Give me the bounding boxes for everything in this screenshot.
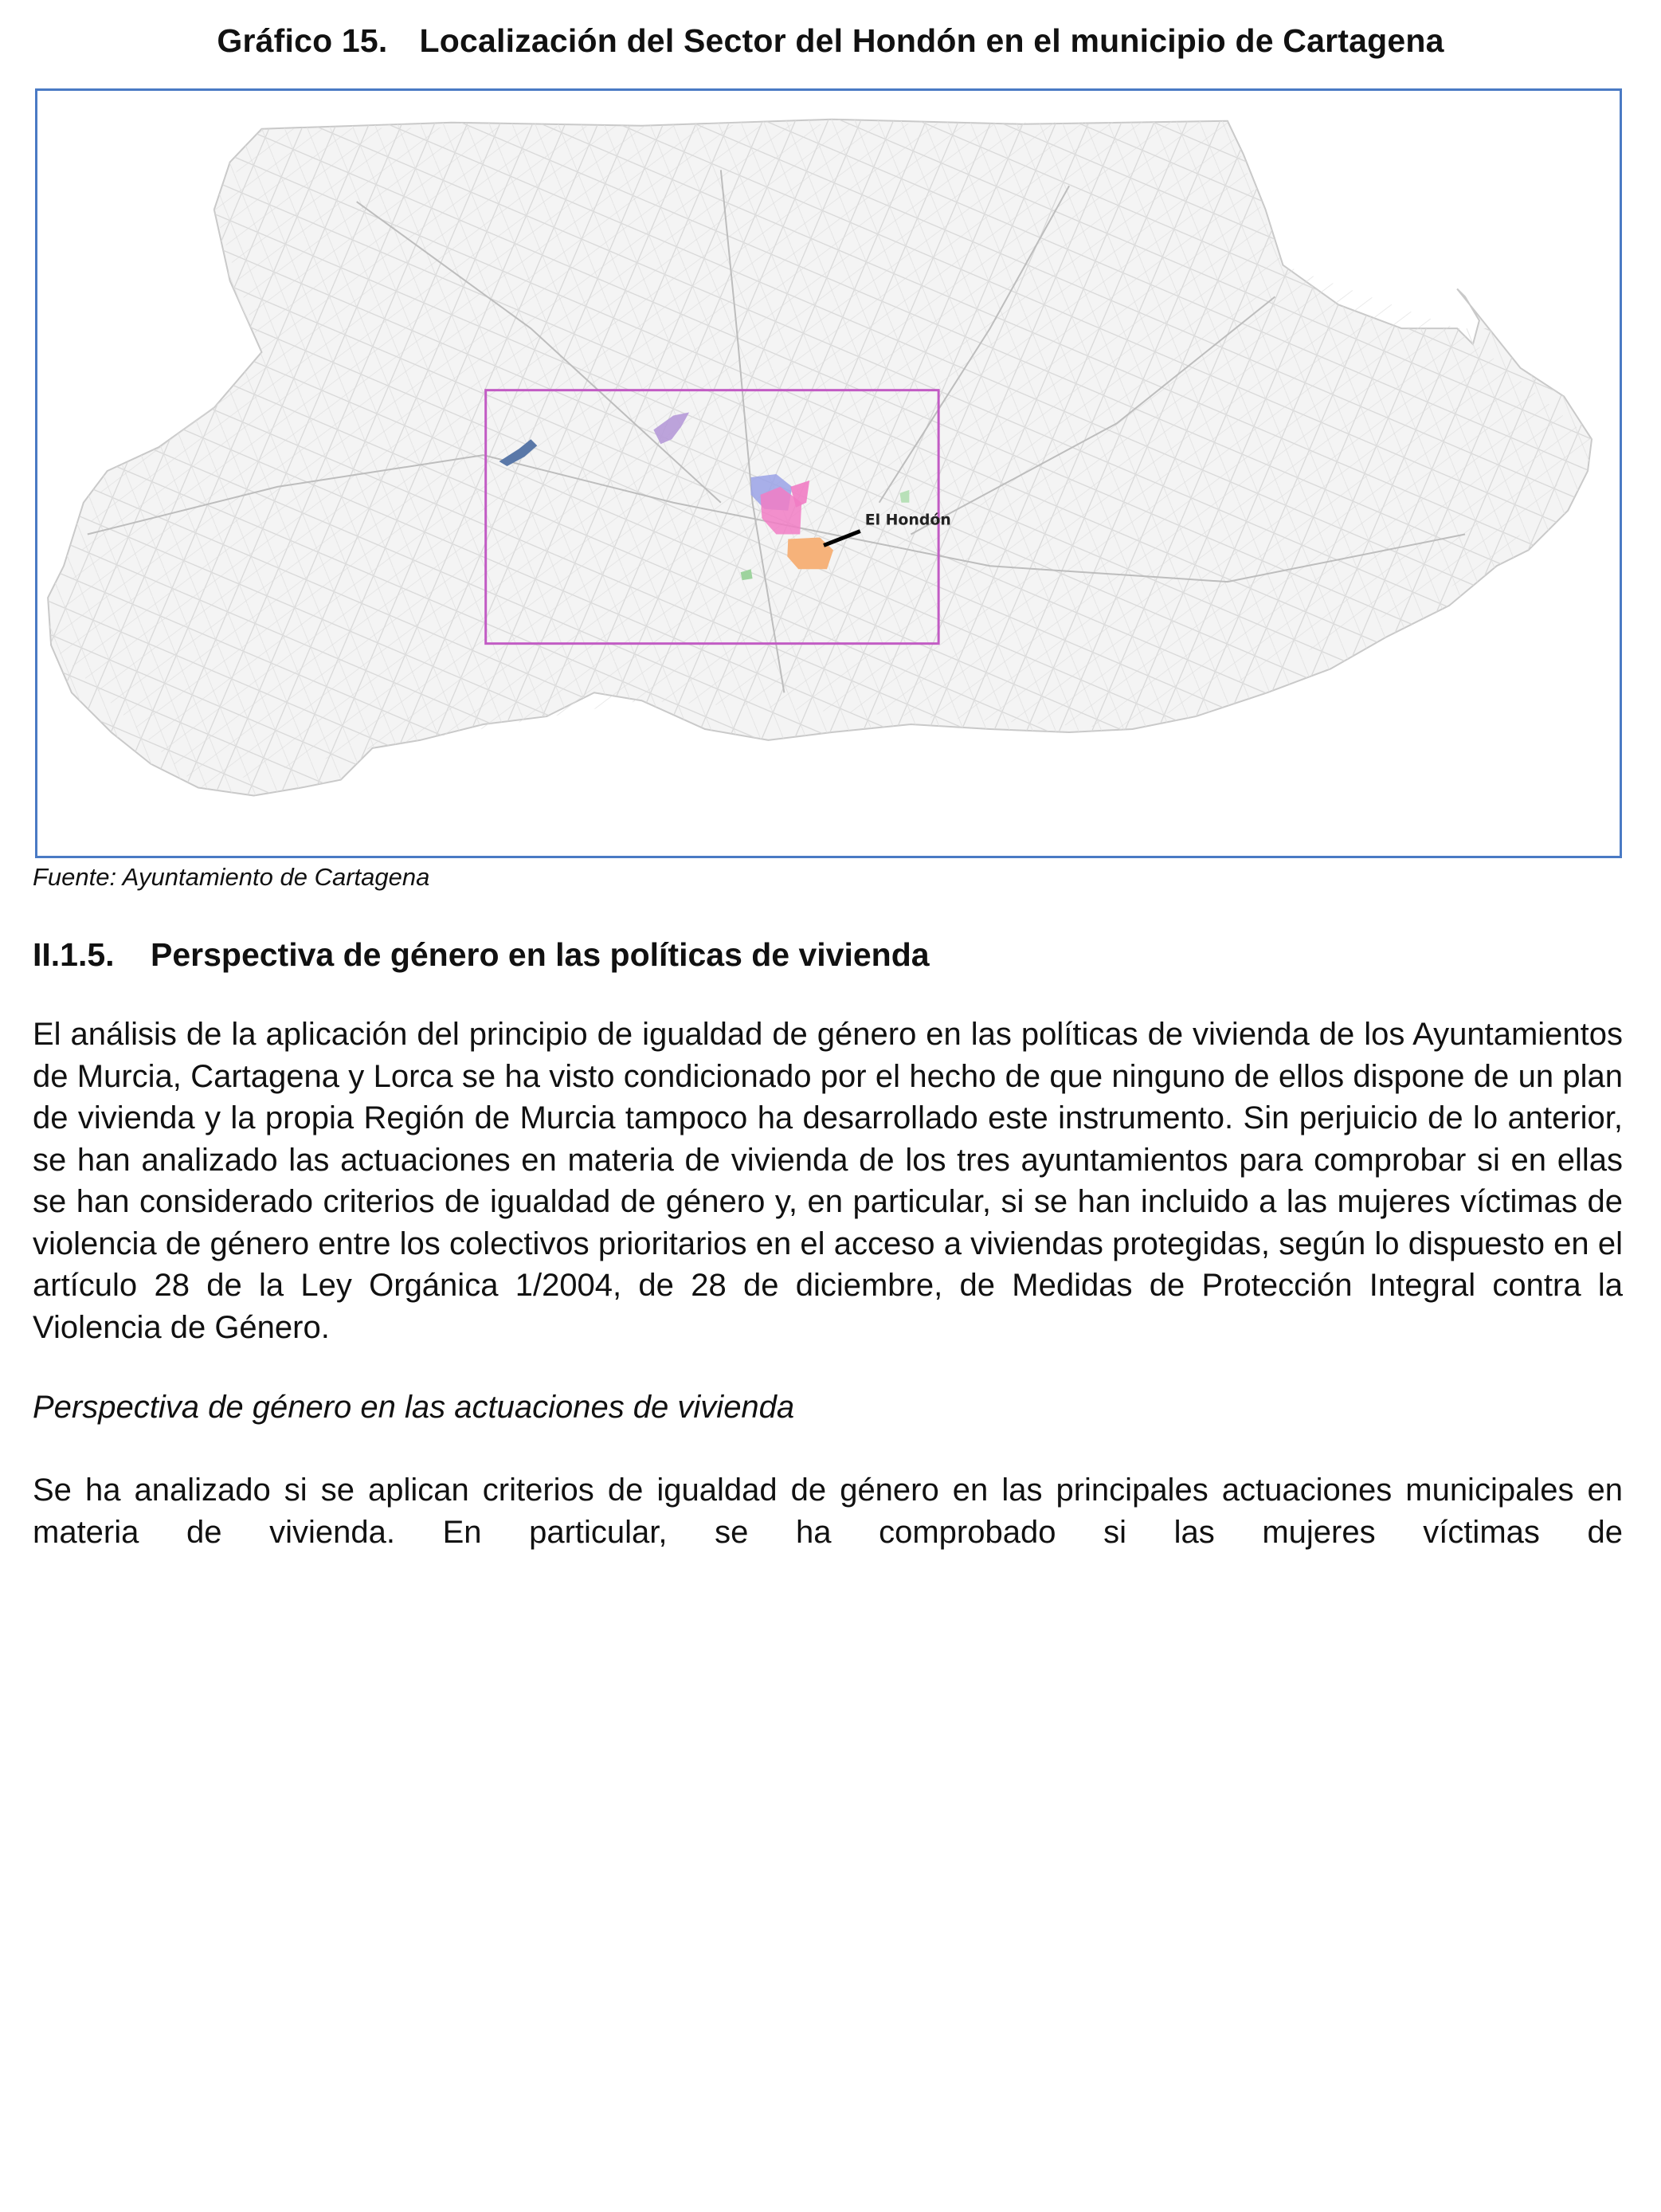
section-heading [33,936,930,974]
figure-source: Fuente: Ayuntamiento de Cartagena [33,863,430,891]
map-figure [35,88,1622,858]
section-title: Perspectiva de género en las políticas de vivienda [151,936,930,973]
figure-title [0,22,1661,60]
figure-caption: Localización del Sector del Hondón en el municipio de Cartagena [419,22,1444,59]
map-label-el-hondon: El Hondón [864,511,951,529]
figure-number: Gráfico 15. [217,22,388,59]
subsection-heading: Perspectiva de género en las actuaciones de vivienda [33,1390,795,1425]
section-number: II.1.5. [33,936,115,973]
body-paragraph-1: El análisis de la aplicación del principio de igualdad de género en las políticas de vivienda de los Ayuntamientos de Murcia, Cartagena y Lorca se ha visto condicionado por el hecho de que ninguno de ellos dispone de un plan de vivienda y la propia Región de Murcia tampoco ha desarrollado este instrumento. Sin perjuicio de lo anterior, se han analizado las actuaciones en materia de vivienda de los tres ayuntamientos para comprobar si en ellas se han considerado criterios de igualdad de género y, en particular, si se han incluido a las mujeres víctimas de violencia de género entre los colectivos prioritarios en el acceso a viviendas protegidas, según lo dispuesto en el artículo 28 de la Ley Orgánica 1/2004, de 28 de diciembre, de Medidas de Protección Integral contra la Violencia de Género. [33,1017,1623,1345]
body-paragraph-2: Se ha analizado si se aplican criterios de igualdad de género en las principales actuaciones municipales en materia de vivienda. En particular, se ha comprobado si las mujeres víctimas de [33,1473,1623,1550]
municipality-map [37,91,1620,856]
